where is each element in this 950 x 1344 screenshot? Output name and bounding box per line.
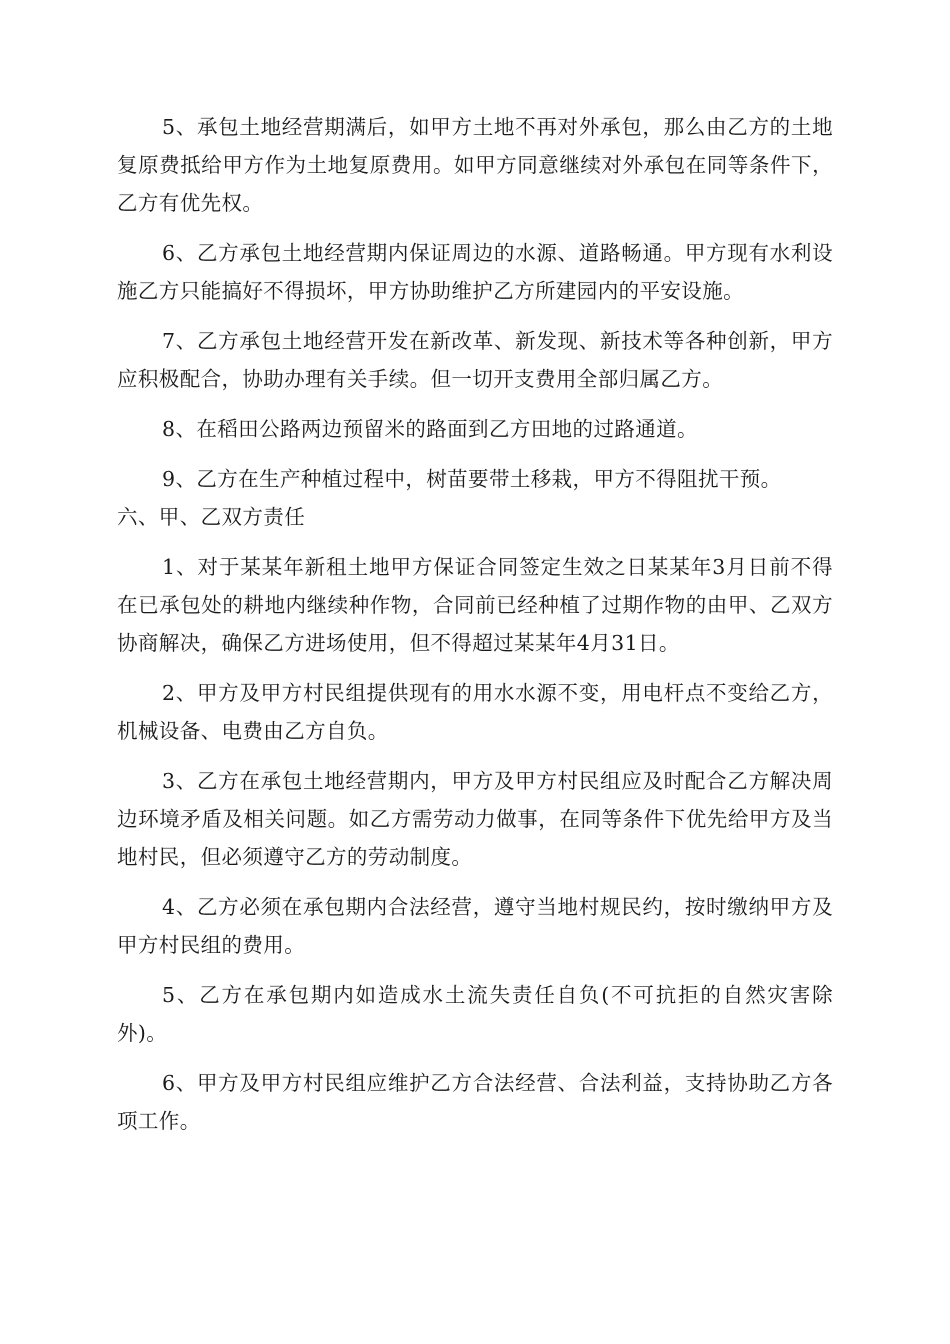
document-page [117,108,833,1152]
section-heading: 六、甲、乙双方责任 [117,505,306,529]
clause-6-paragraph: 6、乙方承包土地经营期内保证周边的水源、道路畅通。甲方现有水利设施乙方只能搞好不得损坏，甲方协助维护乙方所建园内的平安设施。 [117,241,833,303]
clause-8-paragraph: 8、在稻田公路两边预留米的路面到乙方田地的过路通道。 [162,417,698,441]
responsibility-2-paragraph: 2、甲方及甲方村民组提供现有的用水水源不变，用电杆点不变给乙方，机械设备、电费由乙方自负。 [117,681,833,743]
responsibility-3-paragraph: 3、乙方在承包土地经营期内，甲方及甲方村民组应及时配合乙方解决周边环境矛盾及相关问题。如乙方需劳动力做事，在同等条件下优先给甲方及当地村民，但必须遵守乙方的劳动制度。 [117,769,833,869]
clause-5-paragraph: 5、承包土地经营期满后，如甲方土地不再对外承包，那么由乙方的土地复原费抵给甲方作为土地复原费用。如甲方同意继续对外承包在同等条件下，乙方有优先权。 [117,115,833,215]
responsibility-5-paragraph: 5、乙方在承包期内如造成水土流失责任自负(不可抗拒的自然灾害除外)。 [117,983,833,1045]
clause-9-paragraph: 9、乙方在生产种植过程中，树苗要带土移栽，甲方不得阻扰干预。 [162,467,782,491]
clause-7-paragraph: 7、乙方承包土地经营开发在新改革、新发现、新技术等各种创新，甲方应积极配合，协助办理有关手续。但一切开支费用全部归属乙方。 [117,329,833,391]
responsibility-4-paragraph: 4、乙方必须在承包期内合法经营，遵守当地村规民约，按时缴纳甲方及甲方村民组的费用。 [117,895,833,957]
responsibility-1-paragraph: 1、对于某某年新租土地甲方保证合同签定生效之日某某年3月日前不得在已承包处的耕地内继续种作物，合同前已经种植了过期作物的由甲、乙双方协商解决，确保乙方进场使用，但不得超过某某年4月31日。 [117,555,833,655]
responsibility-6-paragraph: 6、甲方及甲方村民组应维护乙方合法经营、合法利益，支持协助乙方各项工作。 [117,1071,833,1133]
